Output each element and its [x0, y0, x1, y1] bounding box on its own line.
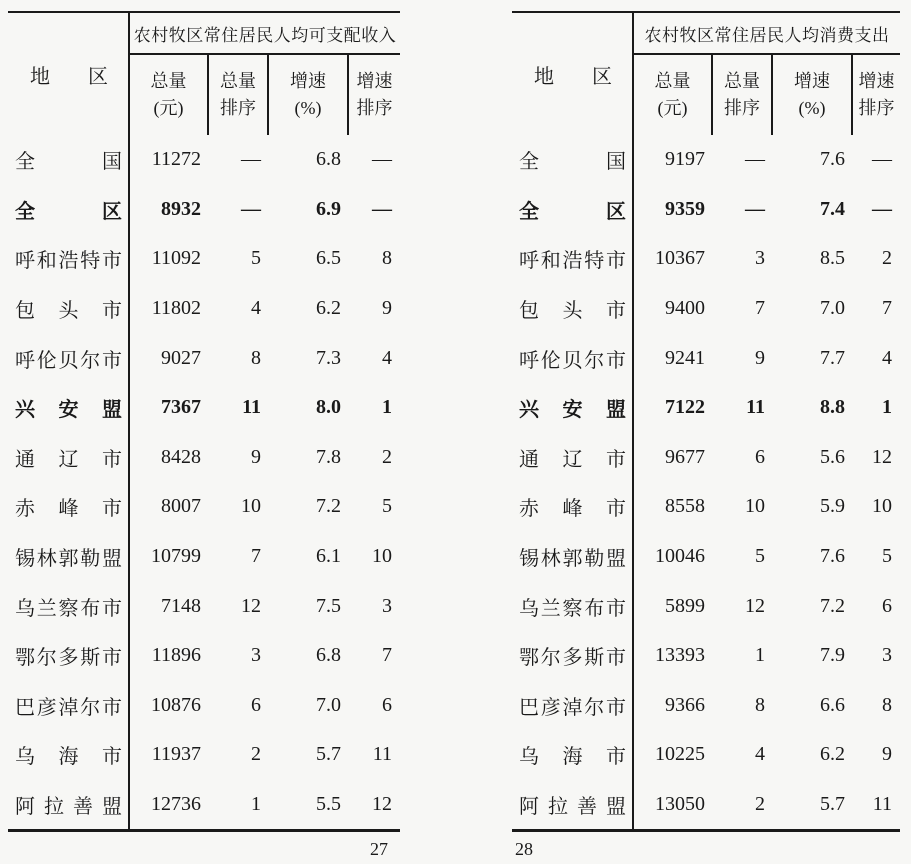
sub-header-line: 总量	[724, 71, 760, 91]
total-rank-cell: 11	[242, 396, 261, 419]
table-row	[8, 532, 400, 582]
growth-cell: 6.8	[316, 148, 341, 171]
total-rank-cell: 5	[755, 545, 765, 568]
total-cell: 7122	[665, 396, 705, 419]
growth-rank-cell: 12	[872, 445, 892, 468]
table-body	[8, 135, 400, 829]
region-cell: 呼和浩特市	[519, 250, 626, 273]
table-row	[512, 333, 900, 383]
total-rank-cell: —	[241, 148, 261, 171]
growth-cell: 7.8	[316, 445, 341, 468]
table-row	[8, 730, 400, 780]
total-cell: 9400	[665, 297, 705, 320]
sub-header-total-rank	[207, 55, 267, 135]
page-number: 28	[515, 839, 533, 859]
region-cell: 锡林郭勒盟	[15, 548, 122, 571]
region-cell: 兴安盟	[519, 399, 626, 422]
sub-header-line: 增速	[290, 71, 326, 91]
region-cell: 赤峰市	[519, 498, 626, 521]
growth-rank-cell: 2	[882, 247, 892, 270]
total-cell: 11092	[151, 247, 201, 270]
total-rank-cell: 10	[745, 495, 765, 518]
region-cell: 鄂尔多斯市	[519, 647, 626, 670]
table-row	[8, 284, 400, 334]
sub-header-line: 排序	[220, 98, 256, 118]
total-rank-cell: 7	[755, 297, 765, 320]
total-cell: 9366	[665, 693, 705, 716]
table-header	[512, 13, 900, 135]
growth-cell: 7.5	[316, 594, 341, 617]
growth-cell: 8.0	[316, 396, 341, 419]
growth-cell: 8.5	[820, 247, 845, 270]
income-table	[8, 11, 400, 832]
sub-header-line: 排序	[858, 98, 895, 118]
growth-cell: 5.7	[820, 793, 845, 816]
sub-header-line: 总量	[150, 71, 187, 91]
region-cell: 阿拉善盟	[15, 796, 122, 819]
table-row	[512, 185, 900, 235]
growth-cell: 6.1	[316, 545, 341, 568]
region-cell: 通辽市	[15, 448, 122, 471]
region-cell: 赤峰市	[15, 498, 122, 521]
growth-rank-cell: 10	[872, 495, 892, 518]
growth-rank-cell: 7	[382, 644, 392, 667]
total-rank-cell: 10	[241, 495, 261, 518]
region-header-cell	[8, 13, 128, 135]
table-row	[8, 681, 400, 731]
total-rank-cell: —	[241, 197, 261, 220]
growth-cell: 5.7	[316, 743, 341, 766]
total-rank-cell: 11	[746, 396, 765, 419]
total-rank-cell: 8	[251, 346, 261, 369]
growth-cell: 7.9	[820, 644, 845, 667]
table-row	[8, 482, 400, 532]
total-cell: 10799	[151, 545, 201, 568]
growth-cell: 7.7	[820, 346, 845, 369]
total-rank-cell: 1	[755, 644, 765, 667]
total-rank-cell: —	[745, 148, 765, 171]
growth-rank-cell: 2	[382, 445, 392, 468]
total-rank-cell: 1	[251, 793, 261, 816]
growth-cell: 7.3	[316, 346, 341, 369]
table-row	[8, 631, 400, 681]
sub-header-line: 总量	[220, 71, 256, 91]
growth-rank-cell: 8	[882, 693, 892, 716]
table-row	[512, 581, 900, 631]
table-row	[8, 581, 400, 631]
growth-rank-cell: 9	[382, 297, 392, 320]
growth-rank-cell: 11	[372, 743, 392, 766]
growth-rank-cell: —	[372, 197, 392, 220]
table-row	[512, 730, 900, 780]
column-divider	[632, 13, 634, 829]
table-row	[512, 631, 900, 681]
table-row	[8, 780, 400, 830]
total-rank-cell: 4	[755, 743, 765, 766]
growth-cell: 5.6	[820, 445, 845, 468]
header-right	[130, 13, 400, 135]
table-row	[512, 780, 900, 830]
growth-cell: 7.2	[820, 594, 845, 617]
total-rank-cell: 12	[241, 594, 261, 617]
region-cell: 全区	[15, 200, 122, 223]
growth-cell: 6.5	[316, 247, 341, 270]
total-cell: 8558	[665, 495, 705, 518]
total-cell: 9027	[161, 346, 201, 369]
growth-cell: 7.0	[316, 693, 341, 716]
region-header-cell	[512, 13, 632, 135]
total-cell: 11802	[151, 297, 201, 320]
region-cell: 包头市	[519, 300, 626, 323]
sub-header-total	[634, 55, 711, 135]
total-rank-cell: 12	[745, 594, 765, 617]
sub-header-growth-rank	[347, 55, 400, 135]
region-cell: 阿拉善盟	[519, 796, 626, 819]
growth-cell: 6.8	[316, 644, 341, 667]
table-row	[8, 185, 400, 235]
region-header-label: 地区	[534, 65, 612, 88]
total-cell: 9197	[665, 148, 705, 171]
growth-cell: 5.9	[820, 495, 845, 518]
total-cell: 8428	[161, 445, 201, 468]
sub-header-line: 排序	[356, 98, 393, 118]
table-row	[512, 482, 900, 532]
table-row	[512, 284, 900, 334]
growth-rank-cell: 1	[382, 396, 392, 419]
table-row	[8, 135, 400, 185]
expenditure-table	[512, 11, 900, 832]
total-cell: 13050	[655, 793, 705, 816]
table-row	[8, 234, 400, 284]
total-rank-cell: 8	[755, 693, 765, 716]
sub-header-growth-rank	[851, 55, 900, 135]
region-cell: 乌兰察布市	[15, 597, 122, 620]
total-rank-cell: 4	[251, 297, 261, 320]
total-cell: 10225	[655, 743, 705, 766]
total-rank-cell: 6	[251, 693, 261, 716]
growth-cell: 5.5	[316, 793, 341, 816]
table-row	[8, 333, 400, 383]
total-cell: 11937	[151, 743, 201, 766]
total-cell: 9241	[665, 346, 705, 369]
total-cell: 10046	[655, 545, 705, 568]
growth-rank-cell: 4	[882, 346, 892, 369]
sub-header-line: (%)	[294, 98, 322, 118]
region-cell: 乌海市	[519, 746, 626, 769]
region-cell: 乌兰察布市	[519, 597, 626, 620]
region-cell: 巴彦淖尔市	[519, 696, 626, 719]
growth-rank-cell: 6	[382, 693, 392, 716]
total-rank-cell: 2	[755, 793, 765, 816]
growth-rank-cell: 9	[882, 743, 892, 766]
total-cell: 11896	[151, 644, 201, 667]
growth-cell: 6.2	[820, 743, 845, 766]
region-cell: 包头市	[15, 300, 122, 323]
total-rank-cell: 3	[251, 644, 261, 667]
growth-cell: 7.6	[820, 545, 845, 568]
table-row	[512, 383, 900, 433]
growth-rank-cell: 4	[382, 346, 392, 369]
total-cell: 10876	[151, 693, 201, 716]
page-28-expenditure-table	[512, 11, 900, 860]
growth-cell: 7.2	[316, 495, 341, 518]
growth-rank-cell: 5	[382, 495, 392, 518]
table-row	[8, 433, 400, 483]
sub-header-growth	[771, 55, 851, 135]
region-cell: 呼和浩特市	[15, 250, 122, 273]
total-cell: 12736	[151, 793, 201, 816]
sub-header-line: 增速	[794, 71, 830, 91]
sub-header-line: (元)	[153, 98, 184, 118]
region-cell: 乌海市	[15, 746, 122, 769]
total-cell: 13393	[655, 644, 705, 667]
total-cell: 8007	[161, 495, 201, 518]
sub-header-line: (元)	[657, 98, 688, 118]
total-rank-cell: 3	[755, 247, 765, 270]
growth-rank-cell: 10	[372, 545, 392, 568]
growth-rank-cell: 3	[882, 644, 892, 667]
table-row	[8, 383, 400, 433]
sub-header-growth	[267, 55, 347, 135]
growth-rank-cell: 12	[372, 793, 392, 816]
span-header: 农村牧区常住居民人均可支配收入	[130, 13, 400, 55]
sub-header-line: 增速	[356, 71, 393, 91]
region-cell: 全国	[15, 151, 122, 174]
table-row	[512, 681, 900, 731]
region-cell: 兴安盟	[15, 399, 122, 422]
region-cell: 全区	[519, 200, 626, 223]
growth-cell: 6.9	[316, 197, 341, 220]
growth-rank-cell: 3	[382, 594, 392, 617]
total-cell: 10367	[655, 247, 705, 270]
total-rank-cell: 5	[251, 247, 261, 270]
region-cell: 通辽市	[519, 448, 626, 471]
growth-rank-cell: —	[872, 197, 892, 220]
growth-cell: 7.6	[820, 148, 845, 171]
span-header: 农村牧区常住居民人均消费支出	[634, 13, 900, 55]
table-row	[512, 135, 900, 185]
total-cell: 9359	[665, 197, 705, 220]
growth-rank-cell: 7	[882, 297, 892, 320]
total-rank-cell: 2	[251, 743, 261, 766]
total-cell: 5899	[665, 594, 705, 617]
growth-cell: 8.8	[820, 396, 845, 419]
growth-rank-cell: 1	[882, 396, 892, 419]
sub-header-line: 增速	[858, 71, 895, 91]
region-cell: 鄂尔多斯市	[15, 647, 122, 670]
growth-rank-cell: —	[372, 148, 392, 171]
region-cell: 呼伦贝尔市	[519, 349, 626, 372]
total-rank-cell: 9	[251, 445, 261, 468]
sub-header-row	[130, 55, 400, 135]
page-number: 27	[370, 839, 388, 859]
growth-rank-cell: 5	[882, 545, 892, 568]
page-27-income-table	[8, 11, 400, 860]
region-cell: 呼伦贝尔市	[15, 349, 122, 372]
total-rank-cell: —	[745, 197, 765, 220]
table-body	[512, 135, 900, 829]
growth-rank-cell: 8	[382, 247, 392, 270]
sub-header-total	[130, 55, 207, 135]
total-cell: 9677	[665, 445, 705, 468]
total-rank-cell: 6	[755, 445, 765, 468]
growth-cell: 6.6	[820, 693, 845, 716]
sub-header-line: 总量	[654, 71, 691, 91]
total-rank-cell: 7	[251, 545, 261, 568]
growth-rank-cell: 11	[872, 793, 892, 816]
region-cell: 全国	[519, 151, 626, 174]
region-header-label: 地区	[30, 65, 108, 88]
table-row	[512, 234, 900, 284]
total-cell: 8932	[161, 197, 201, 220]
growth-rank-cell: 6	[882, 594, 892, 617]
total-cell: 7148	[161, 594, 201, 617]
sub-header-line: 排序	[724, 98, 760, 118]
region-cell: 巴彦淖尔市	[15, 696, 122, 719]
total-cell: 11272	[151, 148, 201, 171]
total-cell: 7367	[161, 396, 201, 419]
growth-cell: 7.4	[820, 197, 845, 220]
table-row	[512, 532, 900, 582]
total-rank-cell: 9	[755, 346, 765, 369]
growth-cell: 6.2	[316, 297, 341, 320]
sub-header-row	[634, 55, 900, 135]
table-header	[8, 13, 400, 135]
region-cell: 锡林郭勒盟	[519, 548, 626, 571]
growth-cell: 7.0	[820, 297, 845, 320]
sub-header-line: (%)	[798, 98, 826, 118]
sub-header-total-rank	[711, 55, 771, 135]
column-divider	[128, 13, 130, 829]
header-right	[634, 13, 900, 135]
growth-rank-cell: —	[872, 148, 892, 171]
table-row	[512, 433, 900, 483]
